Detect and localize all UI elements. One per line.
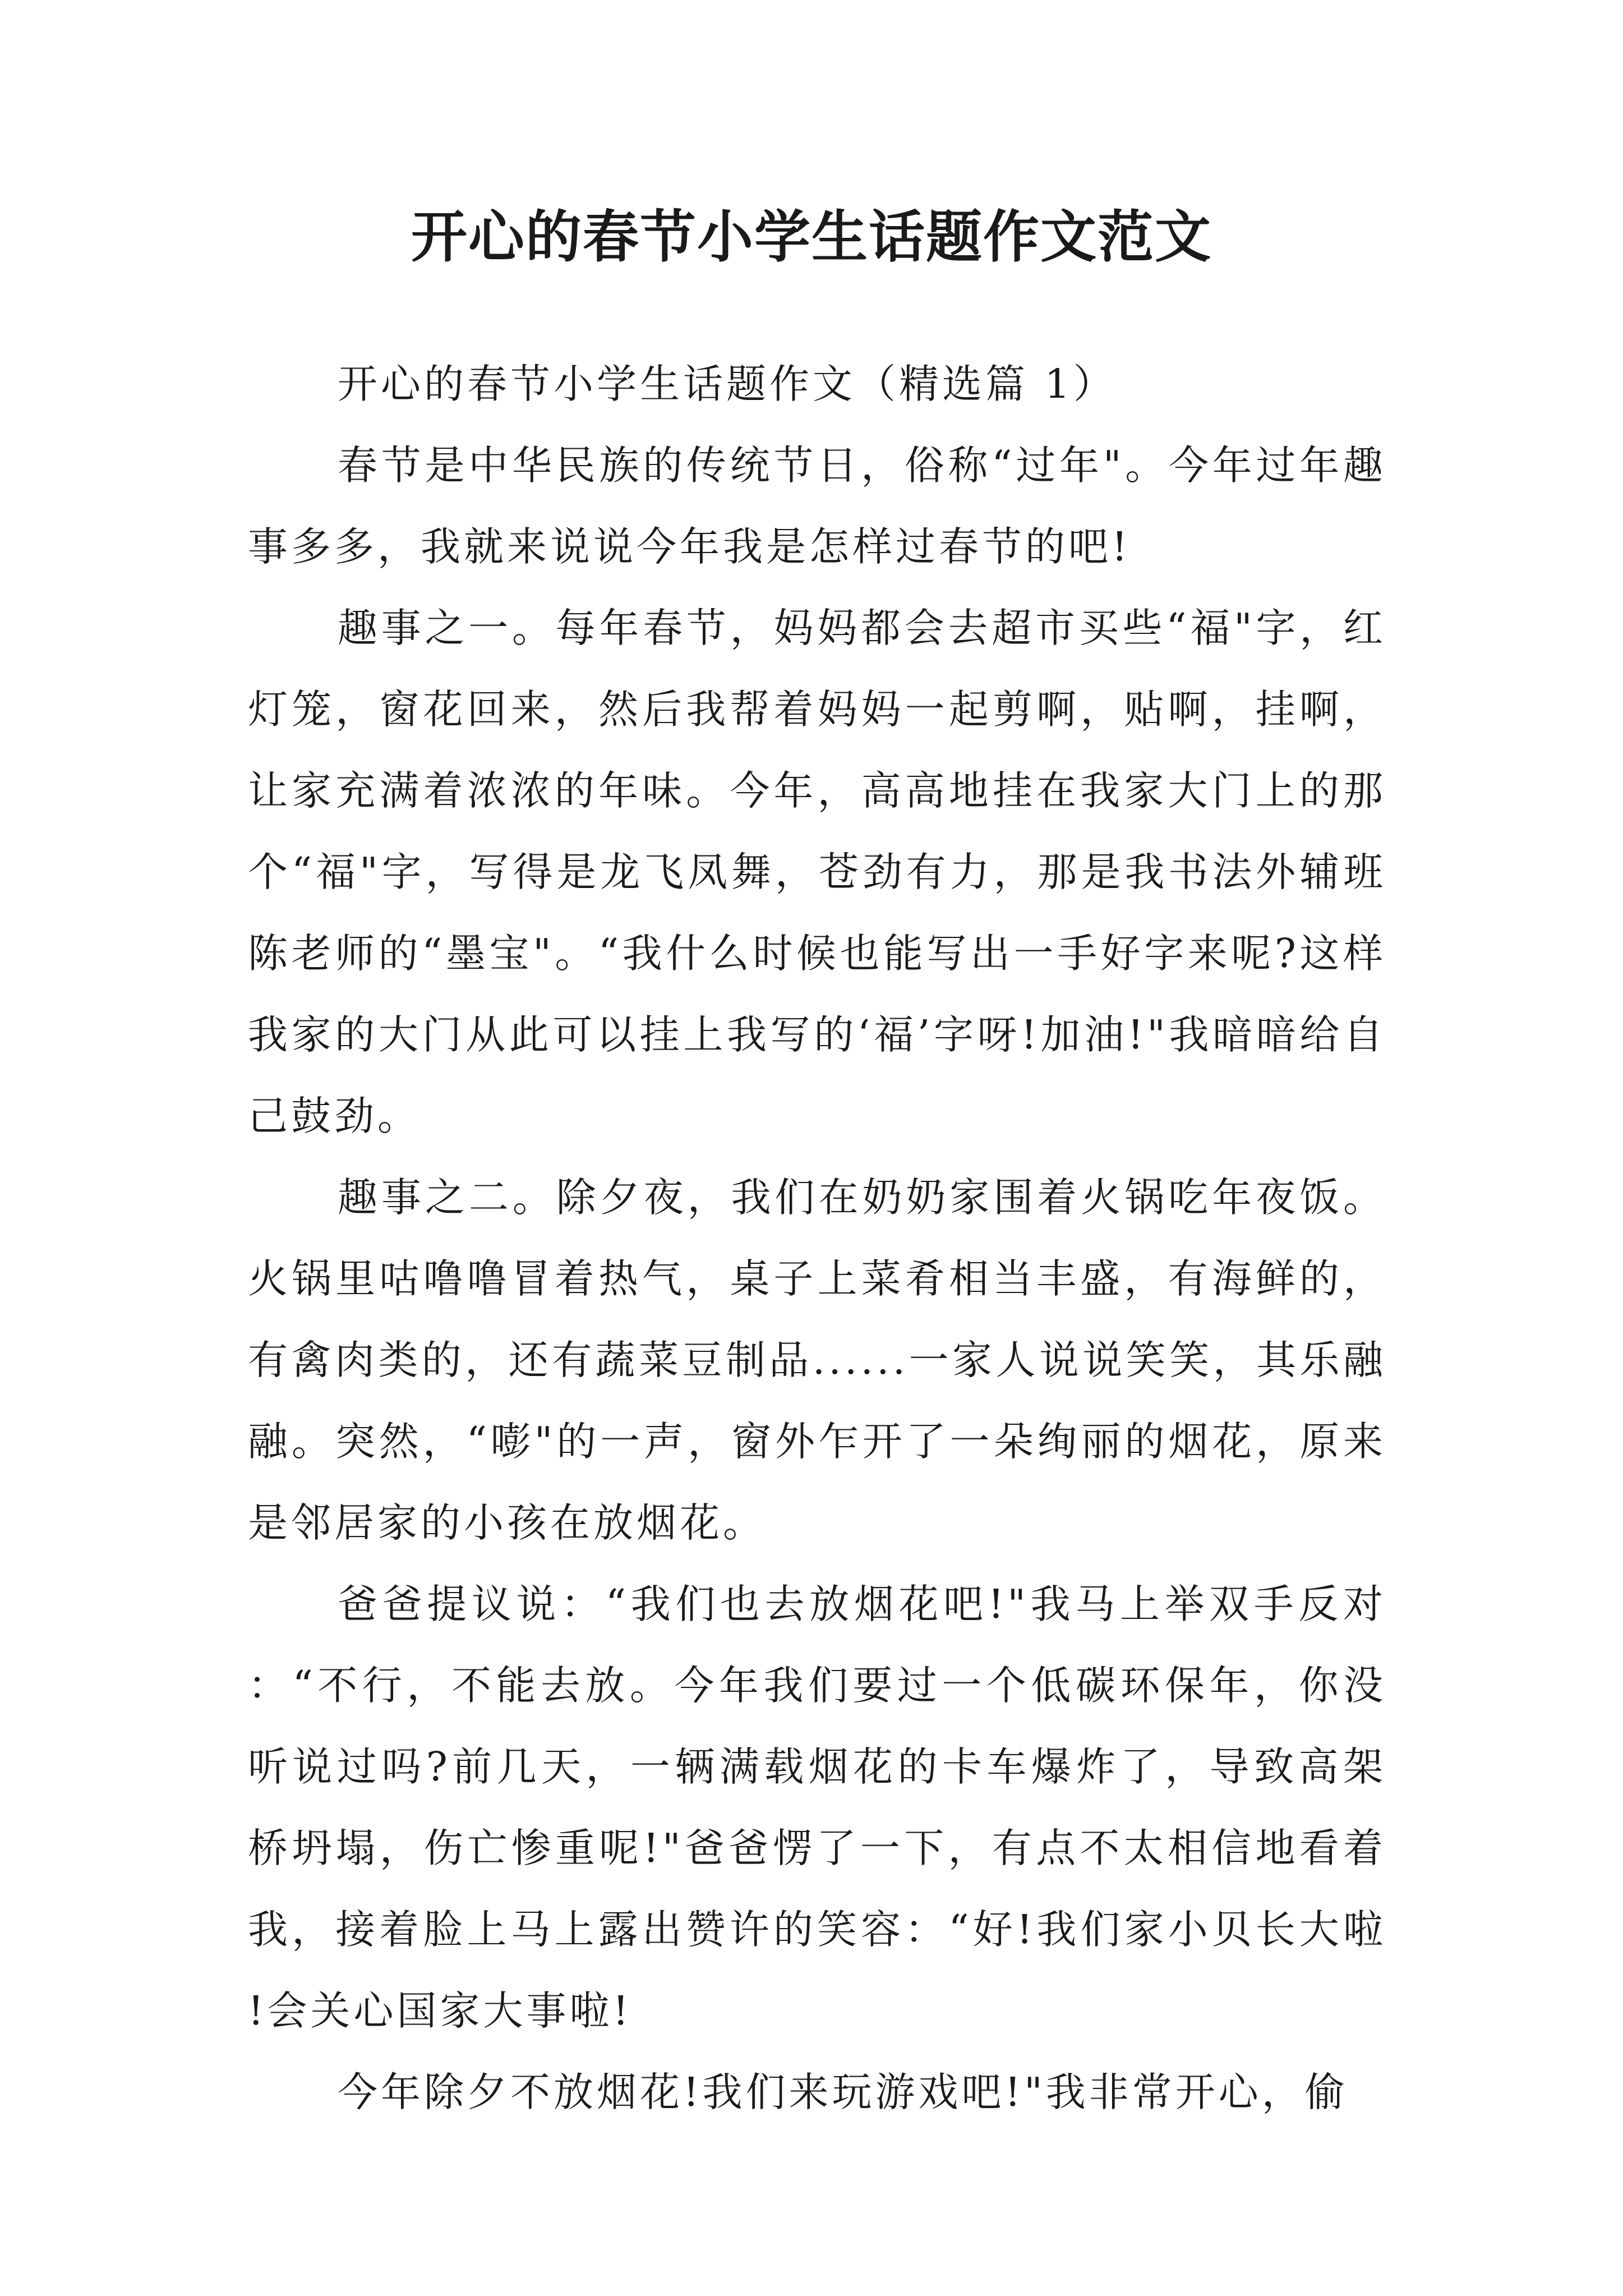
page-title: 开心的春节小学生话题作文范文: [411, 204, 1212, 270]
paragraph: 爸爸提议说：“我们也去放烟花吧!"我马上举双手反对：“不行，不能去放。今年我们要过一个低碳环保年，你没听说过吗?前几天，一辆满载烟花的卡车爆炸了，导致高架桥坍塌，伤亡惨重呢!"爸爸愣了一下，有点不太相信地看着我，接着脸上马上露出赞许的笑容：“好!我们家小贝长大啦!会关心国家大事啦!: [248, 1581, 1386, 2034]
article-body: [248, 343, 1386, 2133]
section-heading: 开心的春节小学生话题作文（精选篇 1）: [338, 361, 1117, 407]
paragraph: 今年除夕不放烟花!我们来玩游戏吧!"我非常开心，偷: [338, 2069, 1348, 2115]
paragraph: 趣事之一。每年春节，妈妈都会去超市买些“福"字，红灯笼，窗花回来，然后我帮着妈妈一起剪啊，贴啊，挂啊，让家充满着浓浓的年味。今年，高高地挂在我家大门上的那个“福"字，写得是龙飞凤舞，苍劲有力，那是我书法外辅班陈老师的“墨宝"。“我什么时候也能写出一手好字来呢?这样我家的大门从此可以挂上我写的‘福’字呀!加油!"我暗暗给自己鼓劲。: [248, 605, 1386, 1139]
paragraph: 春节是中华民族的传统节日，俗称“过年"。今年过年趣事多多，我就来说说今年我是怎样过春节的吧!: [248, 442, 1386, 570]
paragraph: 趣事之二。除夕夜，我们在奶奶家围着火锅吃年夜饭。火锅里咕噜噜冒着热气，桌子上菜肴相当丰盛，有海鲜的，有禽肉类的，还有蔬菜豆制品......一家人说说笑笑，其乐融融。突然，“嘭"的一声，窗外乍开了一朵绚丽的烟花，原来是邻居家的小孩在放烟花。: [248, 1174, 1386, 1546]
